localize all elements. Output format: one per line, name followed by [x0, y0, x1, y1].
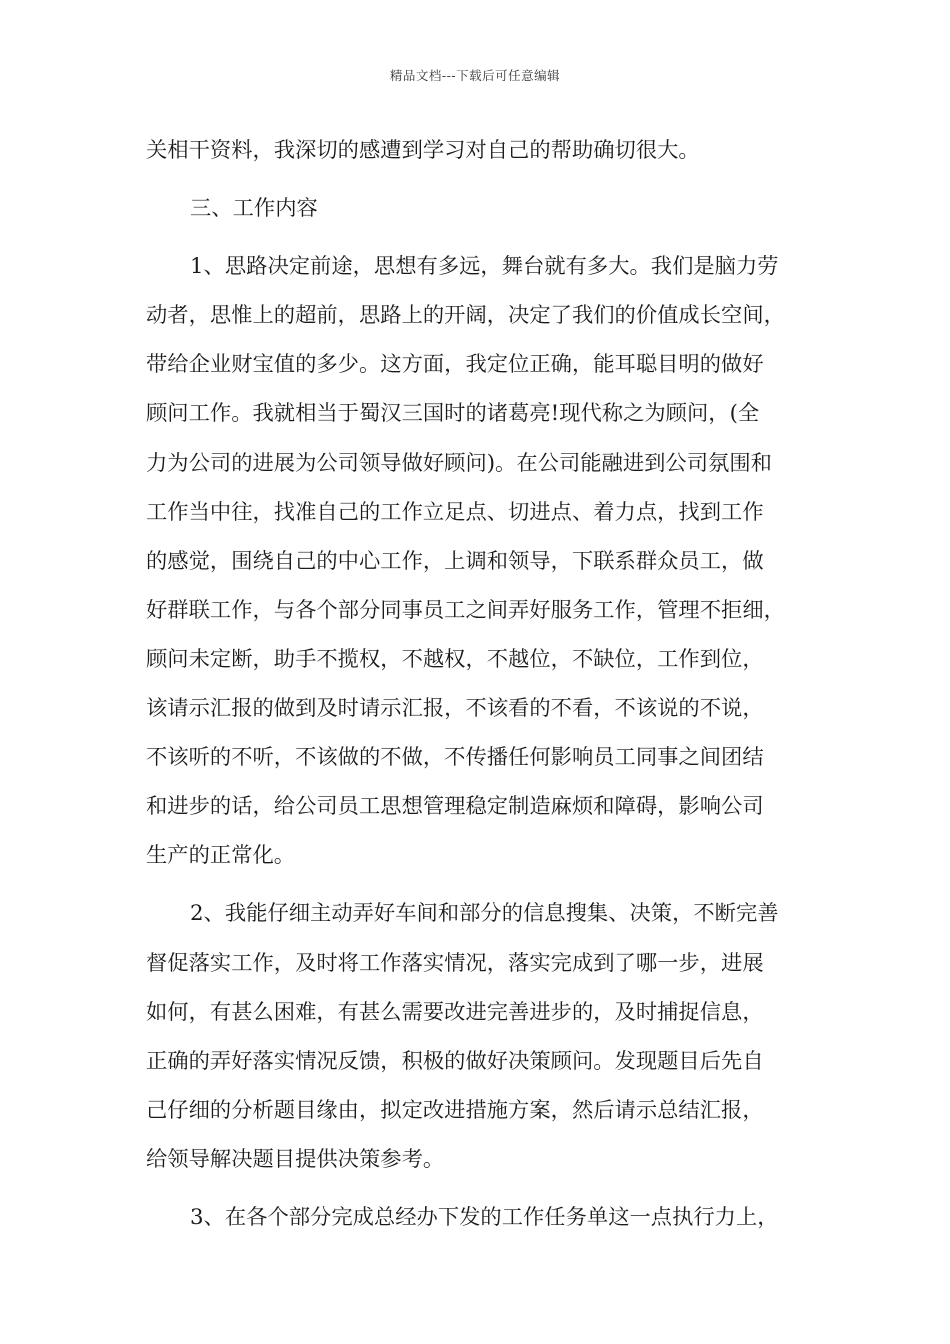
- paragraph-3: [146, 1193, 816, 1242]
- text-line: 1、思路决定前途，思想有多远，舞台就有多大。我们是脑力劳: [190, 254, 779, 280]
- paragraph-continuation: [146, 126, 816, 175]
- paragraph-1: [146, 242, 816, 880]
- text-line: 督促落实工作，及时将工作落实情况，落实完成到了哪一步，进展: [146, 950, 764, 976]
- text-line: 顾问未定断，助手不揽权，不越权，不越位，不缺位，工作到位，: [146, 646, 764, 672]
- text-line: 带给企业财宝值的多少。这方面，我定位正确，能耳聪目明的做好: [146, 352, 764, 378]
- text-line: 和进步的话，给公司员工思想管理稳定制造麻烦和障碍，影响公司: [146, 794, 764, 820]
- text-line: 动者，思惟上的超前，思路上的开阔，决定了我们的价值成长空间，: [146, 303, 785, 329]
- page-header: 精品文档---下载后可任意编辑: [389, 68, 561, 83]
- text-line: 该请示汇报的做到及时请示汇报，不该看的不看，不该说的不说，: [146, 696, 764, 722]
- text-line: 生产的正常化。: [146, 843, 296, 869]
- paragraph-2: [146, 889, 816, 1184]
- text-line: 2、我能仔细主动弄好车间和部分的信息搜集、决策，不断完善: [190, 901, 779, 927]
- text-line: 工作当中往，找准自己的工作立足点、切进点、着力点，找到工作: [146, 499, 764, 525]
- text-line: 关相干资料，我深切的感遭到学习对自己的帮助确切很大。: [146, 138, 700, 163]
- text-line: 给领导解决题目提供决策参考。: [146, 1146, 445, 1172]
- text-line: 己仔细的分析题目缘由，拟定改进措施方案，然后请示总结汇报，: [146, 1097, 764, 1123]
- document-body: [146, 126, 816, 1242]
- text-line: 好群联工作，与各个部分同事员工之间弄好服务工作，管理不拒细，: [146, 597, 785, 623]
- text-line: 力为公司的进展为公司领导做好顾问)。在公司能融进到公司氛围和: [146, 450, 772, 476]
- text-line: 3、在各个部分完成总经办下发的工作任务单这一点执行力上，: [190, 1204, 779, 1230]
- text-line: 顾问工作。我就相当于蜀汉三国时的诸葛亮!现代称之为顾问，(全: [146, 401, 760, 427]
- section-heading-text: 三、工作内容: [190, 196, 318, 222]
- text-line: 如何，有甚么困难，有甚么需要改进完善进步的，及时捕捉信息，: [146, 999, 764, 1025]
- text-line: 正确的弄好落实情况反馈，积极的做好决策顾问。发现题目后先自: [146, 1048, 764, 1074]
- text-line: 的感觉，围绕自己的中心工作，上调和领导，下联系群众员工，做: [146, 548, 764, 574]
- text-line: 不该听的不听，不该做的不做，不传播任何影响员工同事之间团结: [146, 745, 764, 771]
- section-heading: [146, 184, 816, 233]
